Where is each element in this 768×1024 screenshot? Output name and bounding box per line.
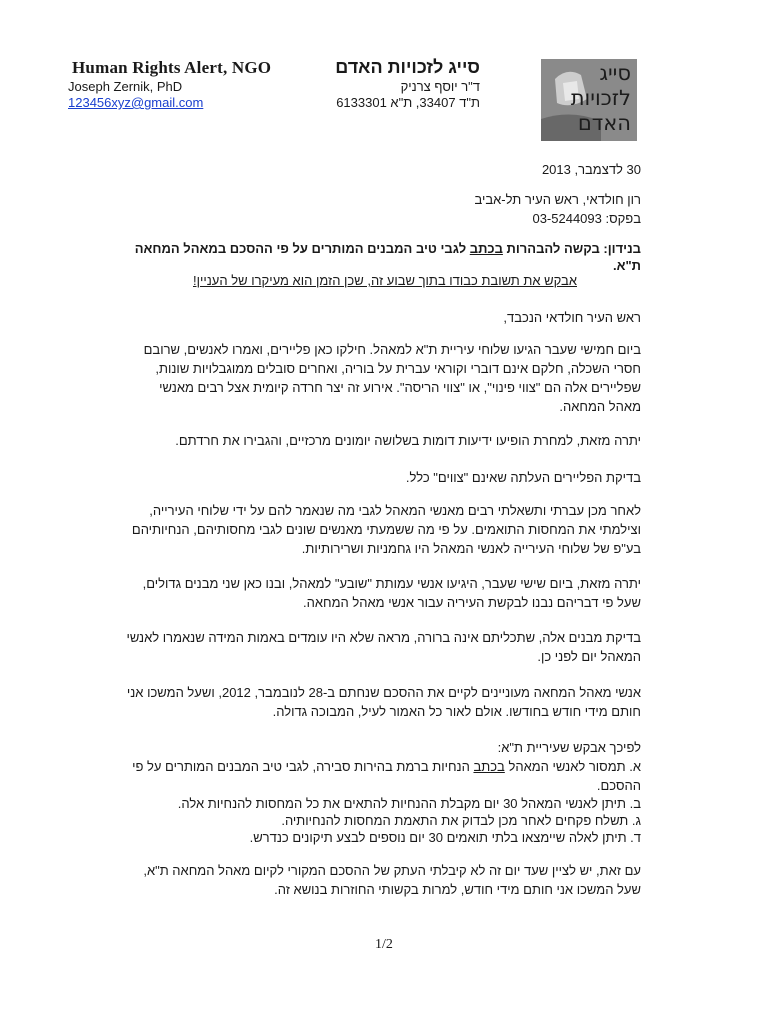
logo-text-line-1: סייג <box>599 61 631 85</box>
page-number: 1/2 <box>375 937 393 952</box>
logo-text-line-3: האדם <box>577 111 631 135</box>
paragraph-3: בדיקת הפליירים העלתה שאינם "צווים" כלל. <box>405 470 641 485</box>
subject-text-2: לגבי טיב המבנים המותרים על פי ההסכם במאהל המחאה <box>134 241 467 256</box>
request-item-c: ג. תשלח פקחים לאחר מכן לבדוק את התאמת המחסות להנחיותיה. <box>281 813 641 828</box>
greeting: ראש העיר חולדאי הנכבד, <box>503 310 641 325</box>
paragraph-1: ביום חמישי שעבר הגיעו שלוחי עיריית ת"א למאהל. חילקו כאן פליירים, ואמרו לאנשים, שרובם חסרי השכלה, חלקם אינם דוברי וקוראי עברית על בוריה, ואחרים סובלים ממוגבלויות שונות, שפליירים אלה הם "צווי פינוי", או "צווי הריסה". אירוע זה יצר חרדה קיומית אצל רבים מאנשי מאהל המחאה. <box>143 342 641 414</box>
paragraph-2: יתרה מזאת, למחרת הופיעו ידיעות דומות בשלושה יומונים מרכזיים, והגבירו את חרדתם. <box>175 433 641 448</box>
recipient-name: רון חולדאי, ראש העיר תל-אביב <box>474 192 641 207</box>
subject-underlined: בכתב <box>469 241 503 256</box>
address-hebrew: ת"ד 33407, ת"א 6133301 <box>336 95 480 110</box>
request-item-b: ב. תיתן לאנשי המאהל 30 יום מקבלת ההנחיות להתאים את כל המחסות להנחיות אלה. <box>177 796 641 811</box>
request-a-underlined: בכתב <box>473 759 505 774</box>
paragraph-6: בדיקת מבנים אלה, שתכליתם אינה ברורה, מראה שלא היו עומדים באמות המידה שנאמרו לאנשי המאהל יום לפני כן. <box>126 630 641 664</box>
email-link[interactable]: 123456xyz@gmail.com <box>68 95 204 110</box>
request-item-a <box>126 757 641 795</box>
author-name-hebrew: ד"ר יוסף צרניק <box>400 79 480 94</box>
subject-line <box>81 239 641 258</box>
subject-line-2: ת"א. <box>613 258 641 273</box>
subject-text-1: בקשה להבהרות <box>506 241 600 256</box>
paragraph-9: עם זאת, יש לציין שעד יום זה לא קיבלתי העתק של ההסכם המקורי לקיום מאהל המחאה ת"א, שעל המשכו אני חותם מידי חודש, למרות בקשותי החוזרות בנושא זה. <box>143 863 641 897</box>
urgent-request: אבקש את תשובת כבודו בתוך שבוע זה, שכן הזמן הוא מעיקרו של העניין! <box>193 273 577 288</box>
request-item-d: ד. תיתן לאלה שיימצאו בלתי תואמים 30 יום נוספים לבצע תיקונים כנדרש. <box>249 830 641 845</box>
letter-date: 30 לדצמבר, 2013 <box>541 162 641 177</box>
request-intro: לפיכך אבקש שעיריית ת"א: <box>497 740 641 755</box>
recipient-fax: בפקס: 03-5244093 <box>532 211 641 226</box>
paragraph-4: לאחר מכן עברתי ותשאלתי רבים מאנשי המאהל לגבי מה שנאמר להם על ידי שלוחי העירייה, וצילמתי את המחסות התואמים. על פי מה ששמעתי מאנשים שונים לגבי מחסותיהם, הנחיותיהם בע"פ של שלוחי העירייה לאנשי המאהל היו גחמניות ושרירותיות. <box>131 503 641 556</box>
org-name-hebrew: סייג לזכויות האדם <box>335 57 480 77</box>
org-name-english: Human Rights Alert, NGO <box>72 58 272 77</box>
subject-prefix: בנידון: <box>603 241 641 256</box>
author-name-english: Joseph Zernik, PhD <box>68 79 183 94</box>
request-a-text-1: א. תמסור לאנשי המאהל <box>508 759 641 774</box>
org-logo <box>541 59 637 141</box>
paragraph-5: יתרה מזאת, ביום שישי שעבר, היגיעו אנשי עמותת "שובע" למאהל, ובנו כאן שני מבנים גדולים, שעל פי דבריהם נבנו לבקשת העיריה עבור אנשי מאהל המחאה. <box>142 576 641 610</box>
request-a-text-2: הנחיות ברמת בהירות סבירה, לגבי טיב המבנים המותרים על פי ההסכם. <box>132 759 641 793</box>
logo-text-line-2: לזכויות <box>570 86 631 110</box>
paragraph-7: אנשי מאהל המחאה מעוניינים לקיים את ההסכם שנחתם ב-28 לנובמבר, 2012, ושעל המשכו אני חותם מידי חודש בחודשו. אולם לאור כל האמור לעיל, המבוכה גדולה. <box>126 685 641 719</box>
